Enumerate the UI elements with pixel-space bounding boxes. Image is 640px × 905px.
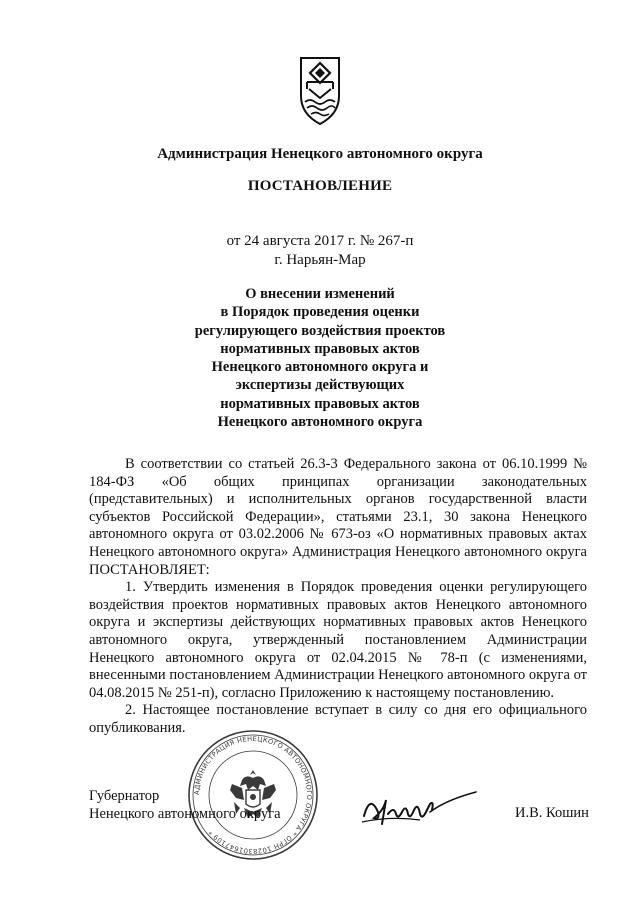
seal-ring-text: АДМИНИСТРАЦИЯ НЕНЕЦКОГО АВТОНОМНОГО ОКРУГА * ОГРН 1028301647109 *	[192, 734, 314, 856]
clause-1-paragraph: 1. Утвердить изменения в Порядок проведения оценки регулирующего воздействия проектов нормативных правовых актов Ненецкого автономного округа и экспертизы действующих нормативных правовых актов Ненецкого автономного округа, утвержденный постановлением Администрации Ненецкого автономного округа от 02.04.2015 № 78-п (с изменениями, внесенными постановлением Администрации Ненецкого автономного округа от 04.08.2015 № 251-п), согласно Приложению к настоящему постановлению.	[89, 579, 587, 701]
subject-line: нормативных правовых актов	[220, 340, 420, 357]
subject-line: регулирующего воздействия проектов	[194, 322, 446, 339]
document-body	[89, 456, 587, 738]
subject-line: Ненецкого автономного округа	[217, 414, 423, 431]
nenets-coat-of-arms-icon	[299, 56, 341, 126]
subject-line: О внесении изменений	[245, 286, 395, 302]
handwritten-signature-icon	[360, 786, 480, 830]
document-type: ПОСТАНОВЛЕНИЕ	[247, 178, 393, 194]
signatory-position	[89, 787, 281, 823]
document-date-number: от 24 августа 2017 г. № 267-п	[226, 233, 414, 249]
subject-line: Ненецкого автономного округа и	[211, 359, 429, 376]
signatory-name: И.В. Кошин	[515, 805, 589, 821]
signatory-title: Губернатор	[89, 788, 160, 804]
subject-line: экспертизы действующих	[235, 377, 405, 394]
clause-2-paragraph: 2. Настоящее постановление вступает в силу со дня его официального опубликования.	[89, 702, 587, 736]
document-subject	[170, 285, 470, 431]
subject-line: нормативных правовых актов	[220, 395, 420, 412]
preamble-paragraph: В соответствии со статьей 26.3-3 Федерального закона от 06.10.1999 № 184-ФЗ «Об общих принципах организации законодательных (представительных) и исполнительных органов государственной власти субъектов Российской Федерации», статьями 23.1, 30 закона Ненецкого автономного округа от 03.02.2006 № 673-оз «О нормативных правовых актах Ненецкого автономного округа» Администрация Ненецкого автономного округа ПОСТАНОВЛЯЕТ:	[89, 456, 587, 578]
signatory-region: Ненецкого автономного округа	[89, 806, 281, 822]
document-city: г. Нарьян-Мар	[274, 252, 366, 268]
subject-line: в Порядок проведения оценки	[220, 304, 420, 321]
organization-name: Администрация Ненецкого автономного округа	[157, 146, 483, 162]
